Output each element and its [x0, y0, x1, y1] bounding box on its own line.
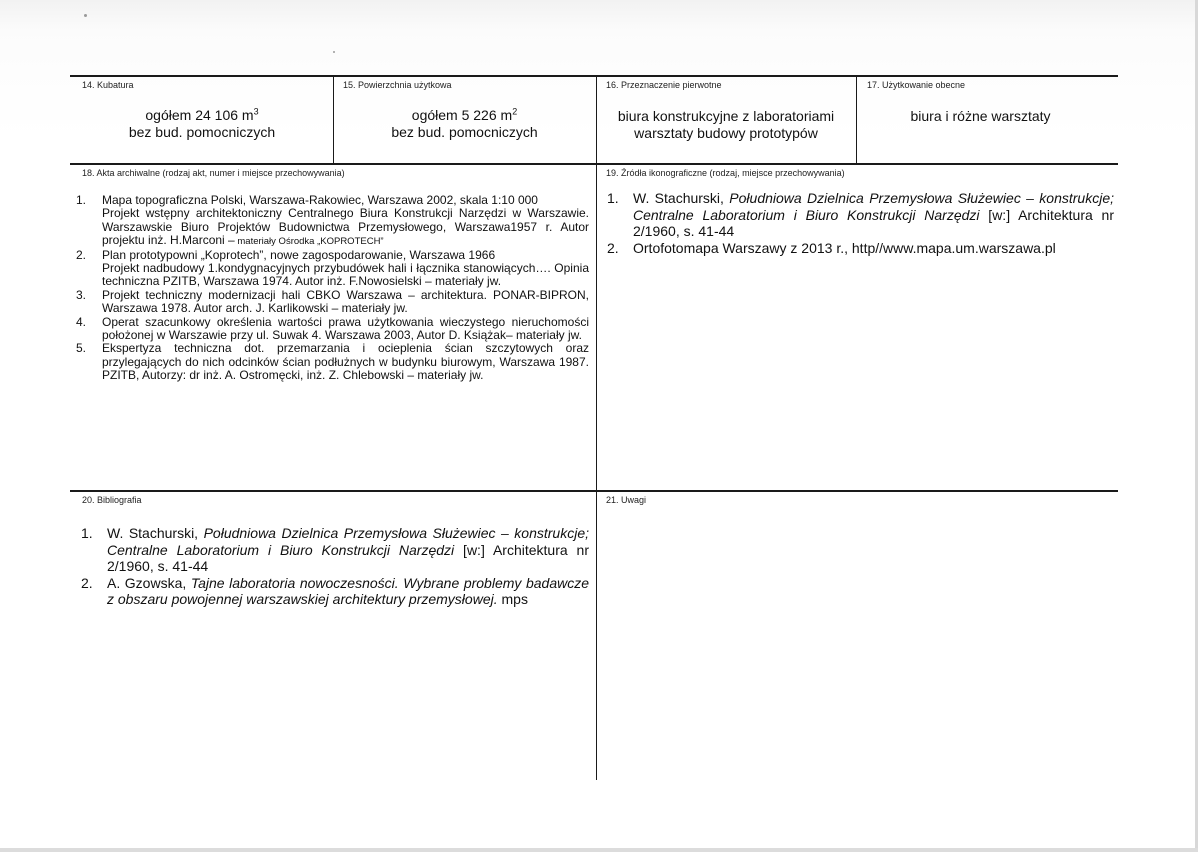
usable-area-total: ogółem 5 226 m [411, 107, 513, 123]
rule-col-center [596, 76, 597, 780]
usable-area-note: bez bud. pomocniczych [391, 124, 538, 140]
iconographic-sources-list [607, 190, 1115, 256]
bibliography-list [81, 525, 590, 608]
original-purpose-line2: warsztaty budowy prototypów [634, 125, 818, 141]
original-purpose-line1: biura konstrukcyjne z laboratoriami [617, 108, 835, 124]
scan-edge-bottom [0, 848, 1198, 852]
scan-speck [333, 51, 335, 53]
field-18-label: 18. Akta archiwalne (rodzaj akt, numer i miejsce przechowywania) [82, 168, 345, 178]
current-use: biura i różne warsztaty [910, 108, 1051, 124]
list-item: 1. Mapa topograficzna Polski, Warszawa-Rakowiec, Warszawa 2002, skala 1:10 000 Projekt wstępny architektoniczny Centralnego Biura Konstrukcji Narzędzi w Warszawie. Warszawskie Biuro Projektów Budownictwa Przemysłowego, Warszawa1957 r. Autor projektu inż. H.Marconi – materiały Ośrodka „KOPROTECH” [76, 193, 589, 248]
field-20-label: 20. Bibliografia [82, 495, 142, 505]
list-item: 2. Plan prototypowni „Koprotech”, nowe zagospodarowanie, Warszawa 1966 Projekt nadbudowy 1.kondygnacyjnych przybudówek hali i łącznika stanowiących…. Opinia techniczna PZITB, Warszawa 1974. Autor inż. F.Nowosielski – materiały jw. [76, 247, 589, 289]
field-17-value [857, 108, 1104, 125]
field-21-label: 21. Uwagi [606, 495, 647, 505]
field-15-value [334, 107, 595, 141]
field-17-label: 17. Użytkowanie obecne [867, 80, 966, 90]
field-16-value [597, 108, 855, 142]
field-15-label: 15. Powierzchnia użytkowa [343, 80, 452, 90]
field-19-label: 19. Źródła ikonograficzne (rodzaj, miejsce przechowywania) [606, 168, 845, 178]
list-item: 2. Ortofotomapa Warszawy z 2013 r., http//www.mapa.um.warszawa.pl [607, 239, 1056, 256]
list-item: 4. Operat szacunkowy określenia wartości prawa użytkowania wieczystego nieruchomości położonej w Warszawie przy ul. Suwak 4. Warszawa 2003, Autor D. Książak– materiały jw. [76, 314, 589, 343]
field-14-value [72, 107, 332, 141]
rule-row3 [70, 490, 1118, 492]
list-item: 1. W. Stachurski, Południowa Dzielnica Przemysłowa Służewiec – konstrukcje; Centralne Laboratorium i Biuro Konstrukcji Narzędzi [w:] Architektura nr 2/1960, s. 41-44 [81, 525, 589, 575]
archival-records-list [76, 193, 589, 383]
field-14-label: 14. Kubatura [82, 80, 134, 90]
rule-top [70, 75, 1118, 77]
cubature-unit-exponent: 3 [253, 106, 259, 117]
area-unit-exponent: 2 [512, 106, 518, 117]
cubature-total: ogółem 24 106 m [145, 107, 254, 123]
list-item: 3. Projekt techniczny modernizacji hali CBKO Warszawa – architektura. PONAR-BIPRON, Warszawa 1978. Autor arch. J. Karlikowski – materiały jw. [76, 287, 589, 316]
cubature-note: bez bud. pomocniczych [128, 124, 276, 140]
rule-row2 [70, 163, 1118, 165]
list-item: 1. W. Stachurski, Południowa Dzielnica Przemysłowa Służewiec – konstrukcje; Centralne Laboratorium i Biuro Konstrukcji Narzędzi [w:] Architektura nr 2/1960, s. 41-44 [607, 190, 1115, 240]
scan-speck [84, 14, 87, 17]
list-item: 2. A. Gzowska, Tajne laboratoria nowoczesności. Wybrane problemy badawcze z obszaru powojennej warszawskiej architektury przemysłowej. mps [81, 574, 590, 608]
field-16-label: 16. Przeznaczenie pierwotne [606, 80, 722, 90]
list-item: 5. Ekspertyza techniczna dot. przemarzania i ocieplenia ścian szczytowych oraz przylegających do nich odcinków ścian podłużnych w budynku biurowym, Warszawa 1987. PZITB, Autorzy: dr inż. A. Ostromęcki, inż. Z. Chlebowski – materiały jw. [76, 341, 589, 383]
